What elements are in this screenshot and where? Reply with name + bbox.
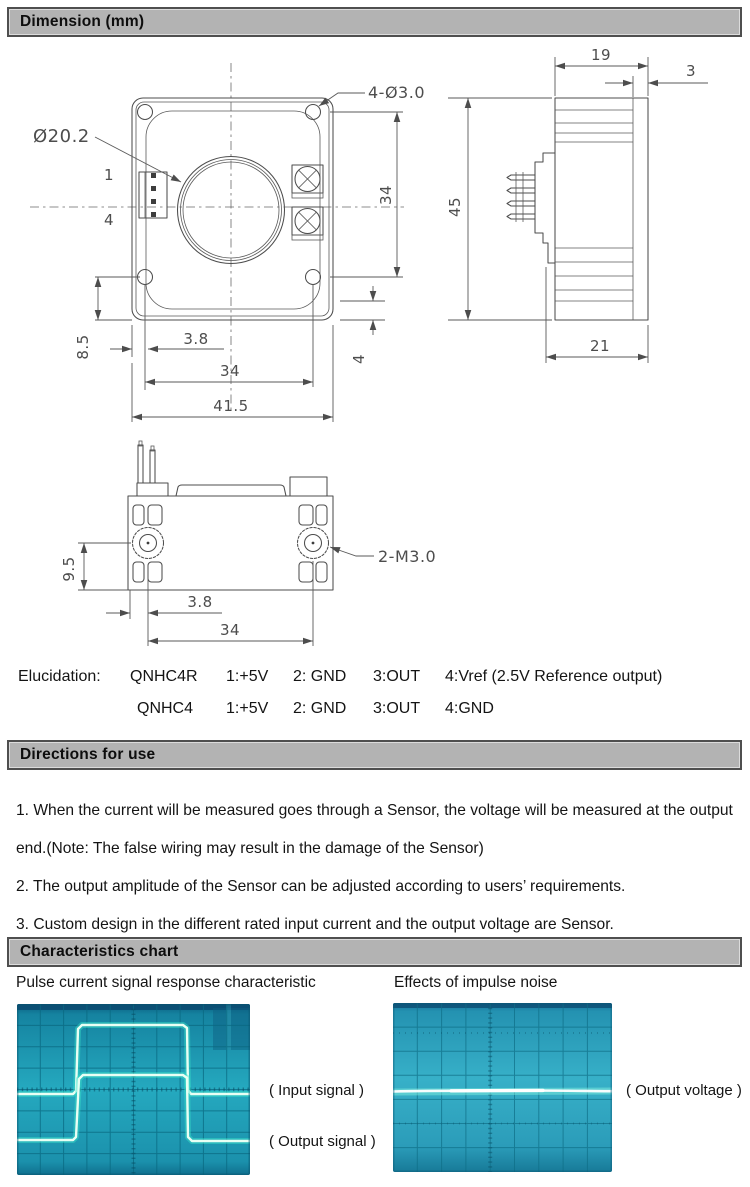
left-chart-caption: Pulse current signal response characteristic bbox=[16, 974, 316, 991]
output-signal-label: ( Output signal ) bbox=[269, 1133, 376, 1150]
section-header-directions bbox=[7, 740, 742, 770]
mounting-hole bbox=[306, 270, 321, 285]
section-header-characteristics bbox=[7, 937, 742, 967]
pin-label-1: 1 bbox=[103, 166, 115, 184]
bottom-view bbox=[60, 441, 436, 646]
dimension-drawing bbox=[0, 45, 750, 655]
dim-aperture-dia: Ø20.2 bbox=[33, 126, 90, 147]
bottom-top-strip bbox=[176, 485, 286, 496]
directions-list bbox=[16, 792, 738, 944]
dim-ear-height: 4 bbox=[350, 353, 368, 365]
input-signal-label: ( Input signal ) bbox=[269, 1082, 365, 1099]
pin-assignment: 4:Vref (2.5V Reference output) bbox=[445, 668, 663, 685]
mounting-hole bbox=[138, 105, 153, 120]
pin-assignment: 4:GND bbox=[445, 700, 494, 717]
pin-assignment: 3:OUT bbox=[373, 700, 421, 717]
elucidation-label: Elucidation: bbox=[18, 668, 101, 685]
direction-item-3: 3. Custom design in the different rated input current and the output voltage are Sensor. bbox=[16, 916, 614, 933]
model-name: QNHC4R bbox=[130, 668, 198, 685]
side-connector-housing bbox=[535, 153, 555, 263]
right-chart-caption: Effects of impulse noise bbox=[394, 974, 558, 991]
pin-assignment: 1:+5V bbox=[226, 668, 269, 685]
thread-leader bbox=[330, 547, 374, 556]
screw-terminals bbox=[292, 165, 323, 240]
left-oscilloscope-image bbox=[17, 1004, 250, 1175]
right-oscilloscope-image bbox=[393, 1003, 612, 1172]
dim-hole-span-h: 34 bbox=[219, 362, 241, 380]
section-header-dimension bbox=[7, 7, 742, 37]
dim-edge-to-hole-front: 3.8 bbox=[183, 330, 209, 348]
dim-hole-to-base: 9.5 bbox=[60, 556, 78, 582]
pin-label-4: 4 bbox=[103, 211, 115, 229]
pin-assignment: 2: GND bbox=[293, 700, 347, 717]
section-title-characteristics: Characteristics chart bbox=[20, 943, 179, 960]
dim-flange-step: 3 bbox=[685, 62, 697, 80]
bottom-right-block bbox=[290, 477, 327, 496]
mounting-hole bbox=[306, 105, 321, 120]
pin-assignment: 3:OUT bbox=[373, 668, 421, 685]
dim-hole-span-bottom: 34 bbox=[219, 621, 241, 639]
bottom-pins bbox=[137, 441, 168, 496]
output-voltage-label: ( Output voltage ) bbox=[626, 1082, 742, 1099]
dim-bottom-width: 21 bbox=[589, 337, 611, 355]
dim-thread: 2-M3.0 bbox=[378, 547, 437, 566]
model-name: QNHC4 bbox=[137, 700, 194, 717]
dim-top-width: 19 bbox=[590, 46, 612, 64]
direction-item-2: 2. The output amplitude of the Sensor can be adjusted according to users’ requirements. bbox=[16, 878, 626, 895]
direction-item-1: 1. When the current will be measured goes through a Sensor, the voltage will be measured at the output end.(Note: The false wiring may result in the damage of the Sensor) bbox=[16, 802, 733, 857]
dim-overall-width: 41.5 bbox=[213, 397, 249, 415]
side-pins bbox=[507, 172, 535, 222]
dim-hole-to-bottom: 8.5 bbox=[74, 334, 92, 360]
dim-overall-height: 45 bbox=[446, 196, 464, 218]
section-title-directions: Directions for use bbox=[20, 746, 156, 763]
pin-assignment: 2: GND bbox=[293, 668, 347, 685]
dim-hole-span-v: 34 bbox=[377, 184, 395, 206]
dim-corner-holes: 4-Ø3.0 bbox=[368, 83, 425, 102]
dim-edge-to-hole-bottom: 3.8 bbox=[187, 593, 213, 611]
pin-assignment: 1:+5V bbox=[226, 700, 269, 717]
pin-connector-front bbox=[139, 172, 167, 218]
side-view bbox=[446, 46, 708, 363]
front-view bbox=[30, 63, 425, 422]
section-title-dimension: Dimension (mm) bbox=[20, 13, 145, 30]
